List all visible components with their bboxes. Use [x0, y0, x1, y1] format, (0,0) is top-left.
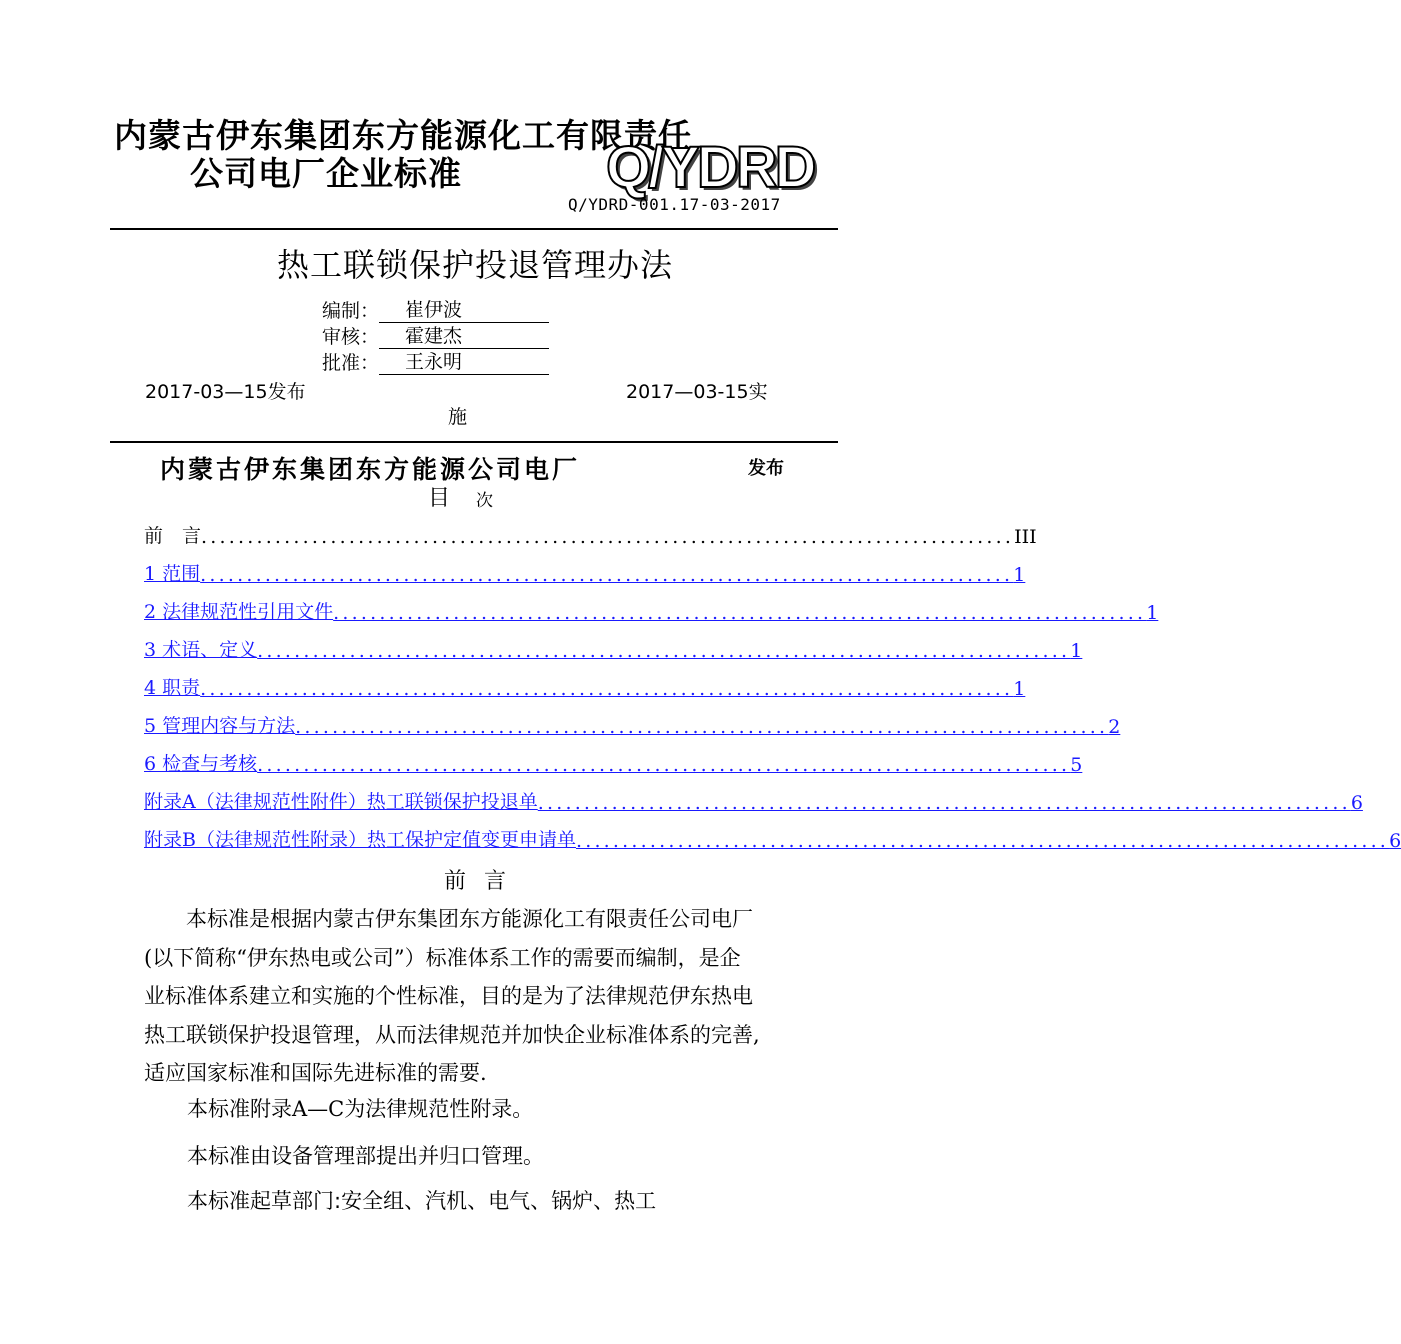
toc-entry-page: 1: [1146, 602, 1159, 624]
signature-role: 编制：: [322, 300, 380, 322]
signature-name: 王永明: [405, 351, 463, 373]
toc-leader-dots: ........................................................................................: [333, 602, 1147, 624]
toc-entry-page: 1: [1070, 640, 1083, 662]
preface-paragraph-4: 本标准起草部门:安全组、汽机、电气、锅炉、热工: [187, 1189, 657, 1213]
signature-role: 审核：: [322, 326, 380, 348]
toc-entry-preface[interactable]: [144, 522, 1037, 548]
preface-line: 本标准是根据内蒙古伊东集团东方能源化工有限责任公司电厂: [144, 907, 753, 931]
toc-entry-label: 附录B（法律规范性附录）热工保护定值变更申请单: [144, 829, 576, 851]
document-title: 热工联锁保护投退管理办法: [276, 246, 673, 284]
signature-name: 霍建杰: [405, 325, 463, 347]
standard-number: Q/YDRD-001.17-03-2017: [568, 195, 781, 214]
preface-paragraph-1: [144, 900, 809, 1093]
signature-reviewer: [322, 322, 549, 349]
preface-paragraph-2: 本标准附录A—C为法律规范性附录。: [187, 1097, 534, 1121]
toc-entry-label: 3 术语、定义: [144, 639, 258, 661]
toc-leader-dots: ........................................................................................: [201, 526, 1015, 548]
toc-entry-page: 2: [1108, 716, 1121, 738]
preface-line: 业标准体系建立和实施的个性标准，目的是为了法律规范伊东热电: [144, 984, 753, 1008]
company-name-line2: 公司电厂企业标准: [190, 154, 462, 193]
toc-entry-page: 1: [1013, 564, 1026, 586]
toc-entry-label: 2 法律规范性引用文件: [144, 601, 334, 623]
toc-leader-dots: ........................................................................................: [537, 792, 1351, 814]
preface-paragraph-3: 本标准由设备管理部提出并归口管理。: [187, 1144, 544, 1168]
toc-entry-appendix-a[interactable]: [144, 788, 1363, 814]
toc-entry-references[interactable]: [144, 598, 1159, 624]
toc-entry-label: 6 检查与考核: [144, 753, 258, 775]
toc-entry-label: 1 范围: [144, 563, 201, 585]
release-date: 2017-03—15发布: [145, 381, 306, 403]
toc-entry-appendix-b[interactable]: [144, 826, 1401, 852]
toc-entry-page: 1: [1013, 678, 1026, 700]
toc-heading-right: 次: [476, 491, 493, 511]
company-name-line1: 内蒙古伊东集团东方能源化工有限责任: [114, 116, 692, 155]
toc-leader-dots: ........................................................................................: [257, 640, 1071, 662]
preface-line: 适应国家标准和国际先进标准的需要.: [144, 1061, 487, 1085]
toc-entry-page: 6: [1389, 830, 1401, 852]
signature-name: 崔伊波: [405, 299, 463, 321]
signature-role: 批准：: [322, 352, 380, 374]
signature-approver: [322, 348, 549, 375]
toc-leader-dots: ........................................................................................: [257, 754, 1071, 776]
issuer-suffix: 发布: [748, 458, 784, 479]
toc-heading-left: 目: [428, 486, 451, 511]
toc-leader-dots: ........................................................................................: [200, 564, 1014, 586]
issuer-name: 内蒙古伊东集团东方能源公司电厂: [160, 455, 581, 484]
signature-line: [379, 326, 549, 349]
toc-leader-dots: ........................................................................................: [575, 830, 1390, 852]
toc-entry-label: 附录A（法律规范性附件）热工联锁保护投退单: [144, 791, 538, 813]
signature-line: [379, 300, 549, 323]
toc-entry-label: 4 职责: [144, 677, 201, 699]
effective-date: 2017—03-15实: [626, 381, 768, 403]
toc-entry-page: 5: [1070, 754, 1083, 776]
toc-entry-page: 6: [1350, 792, 1363, 814]
toc-entry-scope[interactable]: [144, 560, 1026, 586]
standard-code-logo: Q/YDRD: [606, 135, 814, 200]
toc-entry-management[interactable]: [144, 712, 1121, 738]
signature-compiler: [322, 296, 549, 323]
toc-entry-duties[interactable]: [144, 674, 1026, 700]
signature-line: [379, 352, 549, 375]
preface-line: (以下简称“伊东热电或公司”）标准体系工作的需要而编制，是企: [144, 945, 741, 970]
toc-entry-label: 前 言: [144, 525, 202, 547]
toc-entry-label: 5 管理内容与方法: [144, 715, 296, 737]
preface-line: 热工联锁保护投退管理，从而法律规范并加快企业标准体系的完善,: [144, 1022, 760, 1047]
toc-leader-dots: ........................................................................................: [295, 716, 1109, 738]
header-rule: [110, 228, 838, 230]
toc-entry-inspection[interactable]: [144, 750, 1083, 776]
effective-date-suffix: 施: [448, 406, 468, 428]
issuer-rule: [110, 441, 838, 443]
toc-entry-page: III: [1014, 526, 1037, 548]
toc-entry-terms[interactable]: [144, 636, 1083, 662]
toc-leader-dots: ........................................................................................: [200, 678, 1014, 700]
preface-heading: 前言: [443, 869, 524, 894]
